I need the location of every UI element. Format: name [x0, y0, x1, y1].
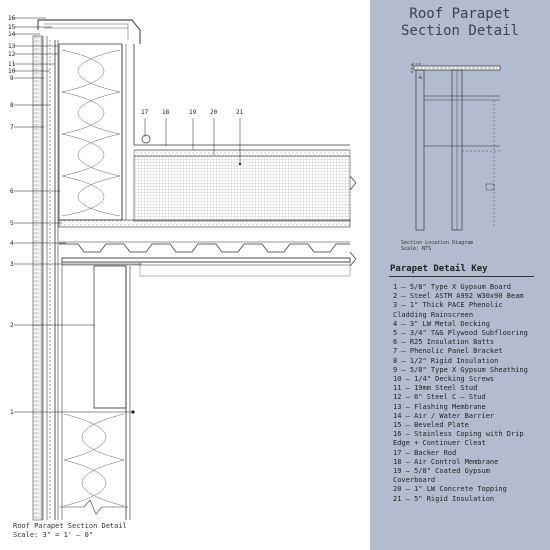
key-item: Edge + Continuer Cleat — [393, 439, 486, 448]
key-item: 13 – Flashing Membrane — [393, 402, 486, 411]
key-item: 6 – R25 Insulation Batts — [393, 338, 495, 347]
key-item: 9 – 5/8" Type X Gypsum Sheathing — [393, 365, 528, 374]
callout-3: 3 — [10, 261, 14, 268]
key-item: 4 – 3" LW Metal Decking — [393, 319, 490, 328]
callout-4: 4 — [10, 240, 14, 247]
plywood-subfloor — [59, 220, 350, 227]
callout-8: 8 — [10, 102, 14, 109]
callout-19: 19 — [189, 109, 197, 116]
key-item: Coverboard — [393, 476, 436, 485]
caption-title: Roof Parapet Section Detail — [13, 522, 127, 530]
detail-key-list — [393, 283, 548, 504]
key-item: 11 – 19mm Steel Stud — [393, 384, 478, 393]
key-item: 20 – 1" LW Concrete Topping — [393, 485, 507, 494]
key-item: 16 – Stainless Coping with Drip — [393, 430, 524, 439]
key-item: 2 – Steel ASTM A992 W30x90 Beam — [393, 292, 524, 301]
detail-key-rule — [389, 276, 534, 277]
callout-14: 14 — [8, 31, 16, 38]
metal-decking — [59, 244, 350, 252]
callout-11: 11 — [8, 61, 16, 68]
callout-20: 20 — [210, 109, 218, 116]
key-item: 17 – Backer Rod — [393, 448, 457, 457]
panel-title — [370, 6, 550, 40]
key-item: Cladding Rainscreen — [393, 310, 474, 319]
key-item: 21 – 5" Rigid Insulation — [393, 494, 495, 503]
panel-title-line1: Roof Parapet — [409, 6, 511, 22]
callout-9: 9 — [10, 75, 14, 82]
parapet-stud-cavity — [59, 44, 122, 220]
rigid-insulation — [134, 156, 350, 221]
backer-rod — [142, 135, 150, 143]
caption-scale: Scale: 3" = 1' – 0" — [13, 531, 94, 539]
callout-21: 21 — [236, 109, 244, 116]
key-item: 5 – 3/4" T&G Plywood Subflooring — [393, 329, 528, 338]
callout-2: 2 — [10, 322, 14, 329]
callout-10: 10 — [8, 68, 16, 75]
callout-15: 15 — [8, 24, 16, 31]
key-item: 12 – 6" Steel C – Stud — [393, 393, 486, 402]
key-item: 10 – 1/4" Decking Screws — [393, 375, 495, 384]
detail-key-heading: Parapet Detail Key — [390, 264, 488, 274]
cladding-rainscreen — [33, 36, 42, 520]
drawing-caption — [13, 522, 127, 540]
steel-beam-flange — [62, 258, 350, 262]
callout-6: 6 — [10, 188, 14, 195]
stainless-coping — [38, 20, 140, 44]
callout-12: 12 — [8, 51, 16, 58]
callout-18: 18 — [162, 109, 170, 116]
key-item: 3 – 1" Thick PACE Phenolic — [393, 301, 503, 310]
key-item: 18 – Air Control Membrane — [393, 457, 499, 466]
location-caption-scale: Scale: NTS — [401, 246, 432, 252]
key-item: 19 – 5/8" Coated Gypsum — [393, 467, 490, 476]
key-item: 8 – 1/2" Rigid Insulation — [393, 356, 499, 365]
panel-title-line2: Section Detail — [400, 23, 519, 39]
callout-16: 16 — [8, 15, 16, 22]
callout-7: 7 — [10, 124, 14, 131]
callout-1: 1 — [10, 409, 14, 416]
key-item: 1 – 5/8" Type X Gypsum Board — [393, 283, 512, 291]
section-location-diagram — [408, 56, 504, 234]
key-item: 7 – Phenolic Panel Bracket — [393, 347, 503, 356]
insulation-batts-lower — [64, 414, 124, 506]
concrete-topping — [134, 150, 350, 156]
location-caption-title: Section Location Diagram — [401, 240, 474, 246]
steel-beam-web — [94, 266, 126, 408]
callout-13: 13 — [8, 43, 16, 50]
key-item: 15 – Beveled Plate — [393, 421, 469, 430]
callout-5: 5 — [10, 220, 14, 227]
callout-17: 17 — [141, 109, 149, 116]
key-item: 14 – Air / Water Barrier — [393, 411, 495, 420]
location-diagram-caption — [401, 240, 473, 252]
